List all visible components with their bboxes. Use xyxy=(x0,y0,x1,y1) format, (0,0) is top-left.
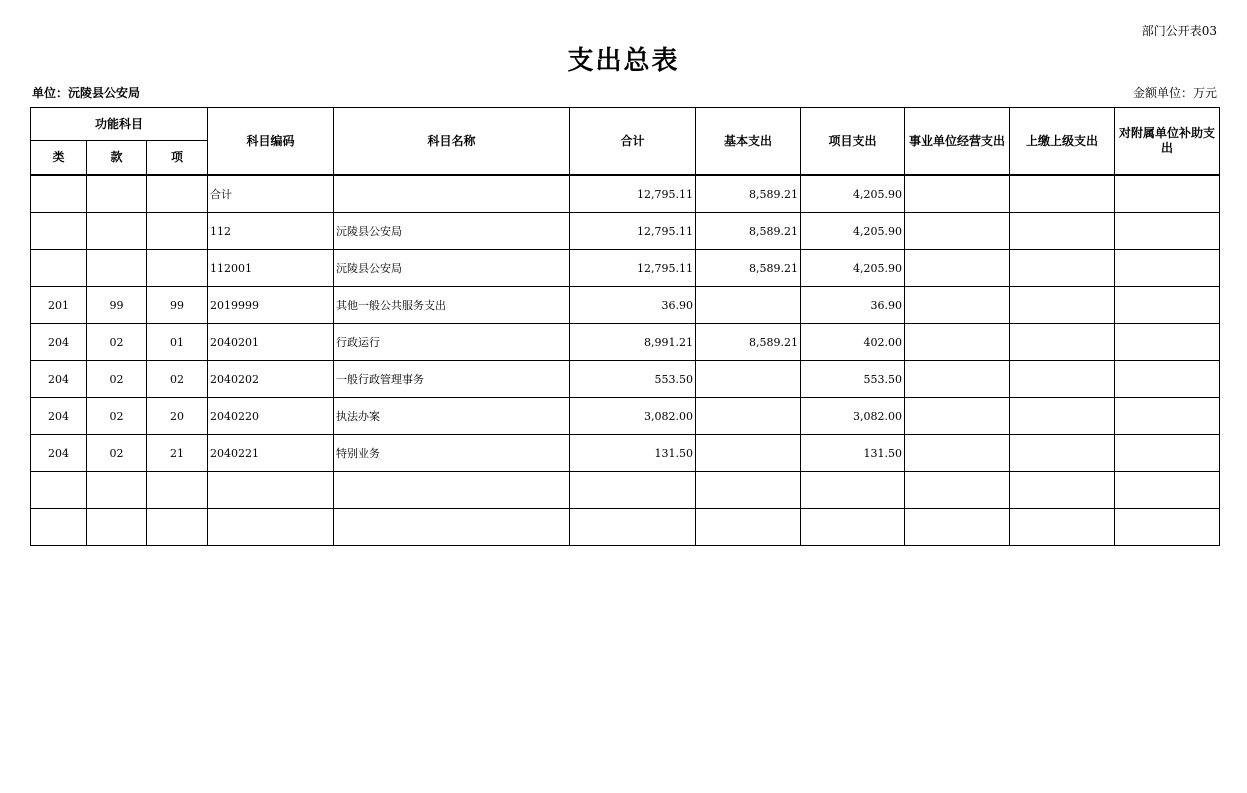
cell-business xyxy=(905,250,1010,287)
cell-xiang xyxy=(147,509,208,546)
cell-project: 4,205.90 xyxy=(801,175,905,213)
header-subsidy: 对附属单位补助支出 xyxy=(1115,108,1220,176)
cell-lei xyxy=(31,213,87,250)
cell-kuan xyxy=(87,213,147,250)
cell-kuan xyxy=(87,175,147,213)
table-row xyxy=(31,398,1220,435)
cell-kuan: 02 xyxy=(87,361,147,398)
table-row xyxy=(31,287,1220,324)
cell-business xyxy=(905,398,1010,435)
cell-lei xyxy=(31,472,87,509)
cell-project xyxy=(801,472,905,509)
unit-label: 单位：沅陵县公安局 xyxy=(32,86,141,100)
cell-basic: 8,589.21 xyxy=(696,175,801,213)
cell-kuan: 99 xyxy=(87,287,147,324)
cell-name: 特别业务 xyxy=(334,435,570,472)
cell-lei: 201 xyxy=(31,287,87,324)
cell-xiang: 99 xyxy=(147,287,208,324)
cell-project: 4,205.90 xyxy=(801,250,905,287)
cell-project xyxy=(801,509,905,546)
cell-superior xyxy=(1010,175,1115,213)
cell-total: 36.90 xyxy=(570,287,696,324)
cell-basic xyxy=(696,509,801,546)
cell-business xyxy=(905,435,1010,472)
cell-basic xyxy=(696,472,801,509)
cell-code: 2019999 xyxy=(208,287,334,324)
cell-xiang xyxy=(147,213,208,250)
cell-code: 112 xyxy=(208,213,334,250)
cell-subsidy xyxy=(1115,324,1220,361)
cell-code: 合计 xyxy=(208,175,334,213)
cell-subsidy xyxy=(1115,213,1220,250)
cell-subsidy xyxy=(1115,250,1220,287)
cell-total: 8,991.21 xyxy=(570,324,696,361)
cell-total: 12,795.11 xyxy=(570,175,696,213)
cell-basic: 8,589.21 xyxy=(696,250,801,287)
cell-code: 2040201 xyxy=(208,324,334,361)
expenditure-table xyxy=(30,107,1220,546)
cell-lei xyxy=(31,250,87,287)
cell-name xyxy=(334,509,570,546)
cell-lei: 204 xyxy=(31,398,87,435)
cell-superior xyxy=(1010,250,1115,287)
cell-total: 3,082.00 xyxy=(570,398,696,435)
cell-subsidy xyxy=(1115,287,1220,324)
cell-superior xyxy=(1010,361,1115,398)
cell-subsidy xyxy=(1115,398,1220,435)
form-code: 部门公开表03 xyxy=(1141,24,1217,38)
table-row xyxy=(31,213,1220,250)
cell-xiang xyxy=(147,175,208,213)
amount-unit-label: 金额单位：万元 xyxy=(1132,86,1217,100)
cell-xiang xyxy=(147,250,208,287)
cell-name: 行政运行 xyxy=(334,324,570,361)
page-title: 支出总表 xyxy=(567,46,680,76)
cell-name: 执法办案 xyxy=(334,398,570,435)
cell-subsidy xyxy=(1115,435,1220,472)
cell-code xyxy=(208,509,334,546)
cell-subsidy xyxy=(1115,361,1220,398)
cell-basic xyxy=(696,435,801,472)
header-xiang: 项 xyxy=(147,141,208,176)
header-func-subject: 功能科目 xyxy=(31,108,208,141)
header-code: 科目编码 xyxy=(208,108,334,176)
cell-code: 112001 xyxy=(208,250,334,287)
cell-business xyxy=(905,175,1010,213)
cell-subsidy xyxy=(1115,175,1220,213)
cell-code: 2040202 xyxy=(208,361,334,398)
table-row xyxy=(31,175,1220,213)
cell-total: 12,795.11 xyxy=(570,213,696,250)
cell-xiang: 21 xyxy=(147,435,208,472)
cell-kuan xyxy=(87,250,147,287)
cell-code xyxy=(208,472,334,509)
cell-kuan: 02 xyxy=(87,324,147,361)
cell-project: 36.90 xyxy=(801,287,905,324)
cell-xiang: 20 xyxy=(147,398,208,435)
cell-project: 3,082.00 xyxy=(801,398,905,435)
cell-superior xyxy=(1010,398,1115,435)
cell-subsidy xyxy=(1115,472,1220,509)
cell-business xyxy=(905,287,1010,324)
cell-total: 131.50 xyxy=(570,435,696,472)
cell-kuan: 02 xyxy=(87,398,147,435)
header-project: 项目支出 xyxy=(801,108,905,176)
cell-name xyxy=(334,175,570,213)
table-row xyxy=(31,472,1220,509)
header-total: 合计 xyxy=(570,108,696,176)
table-body xyxy=(31,175,1220,546)
cell-name xyxy=(334,472,570,509)
cell-code: 2040220 xyxy=(208,398,334,435)
cell-kuan xyxy=(87,472,147,509)
table-row xyxy=(31,361,1220,398)
header-superior: 上缴上级支出 xyxy=(1010,108,1115,176)
table-row xyxy=(31,509,1220,546)
cell-superior xyxy=(1010,287,1115,324)
cell-superior xyxy=(1010,472,1115,509)
cell-superior xyxy=(1010,435,1115,472)
cell-basic: 8,589.21 xyxy=(696,324,801,361)
cell-name: 沅陵县公安局 xyxy=(334,250,570,287)
cell-business xyxy=(905,361,1010,398)
header-kuan: 款 xyxy=(87,141,147,176)
header-lei: 类 xyxy=(31,141,87,176)
cell-basic: 8,589.21 xyxy=(696,213,801,250)
table-row xyxy=(31,435,1220,472)
cell-total: 12,795.11 xyxy=(570,250,696,287)
cell-business xyxy=(905,509,1010,546)
cell-lei xyxy=(31,509,87,546)
cell-xiang: 01 xyxy=(147,324,208,361)
cell-project: 4,205.90 xyxy=(801,213,905,250)
cell-name: 一般行政管理事务 xyxy=(334,361,570,398)
cell-kuan xyxy=(87,509,147,546)
cell-xiang: 02 xyxy=(147,361,208,398)
table-row xyxy=(31,250,1220,287)
table-header xyxy=(31,108,1220,176)
cell-lei: 204 xyxy=(31,361,87,398)
cell-xiang xyxy=(147,472,208,509)
cell-total: 553.50 xyxy=(570,361,696,398)
cell-business xyxy=(905,213,1010,250)
cell-basic xyxy=(696,398,801,435)
cell-subsidy xyxy=(1115,509,1220,546)
cell-project: 553.50 xyxy=(801,361,905,398)
header-business: 事业单位经营支出 xyxy=(905,108,1010,176)
cell-superior xyxy=(1010,324,1115,361)
cell-name: 沅陵县公安局 xyxy=(334,213,570,250)
table-row xyxy=(31,324,1220,361)
cell-superior xyxy=(1010,213,1115,250)
cell-total xyxy=(570,472,696,509)
cell-name: 其他一般公共服务支出 xyxy=(334,287,570,324)
cell-basic xyxy=(696,287,801,324)
cell-total xyxy=(570,509,696,546)
cell-superior xyxy=(1010,509,1115,546)
cell-business xyxy=(905,472,1010,509)
cell-basic xyxy=(696,361,801,398)
cell-business xyxy=(905,324,1010,361)
header-basic: 基本支出 xyxy=(696,108,801,176)
cell-code: 2040221 xyxy=(208,435,334,472)
cell-lei xyxy=(31,175,87,213)
cell-lei: 204 xyxy=(31,324,87,361)
header-name: 科目名称 xyxy=(334,108,570,176)
cell-project: 402.00 xyxy=(801,324,905,361)
cell-kuan: 02 xyxy=(87,435,147,472)
cell-project: 131.50 xyxy=(801,435,905,472)
cell-lei: 204 xyxy=(31,435,87,472)
